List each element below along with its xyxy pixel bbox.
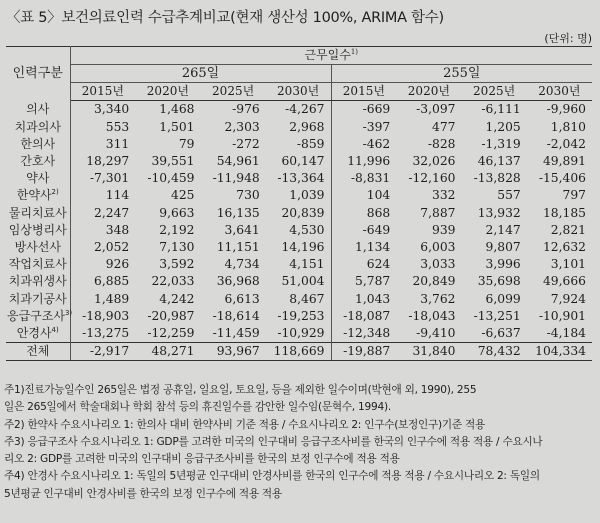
value-cell: 4,151 [289, 257, 325, 272]
value-cell: 1,468 [159, 102, 195, 117]
value-cell: -272 [232, 136, 260, 151]
value-cell: 3,340 [94, 102, 130, 117]
value-cell: -18,903 [82, 308, 130, 323]
value-cell: -10,929 [277, 325, 325, 340]
value-cell: -9,410 [416, 325, 456, 340]
value-cell: -9,960 [546, 102, 586, 117]
value-cell: 2,968 [289, 119, 325, 134]
value-cell: 104 [331, 187, 396, 204]
unit-label: (단위: 명) [544, 32, 592, 45]
value-cell: 2,052 [94, 239, 130, 254]
value-cell: 14,196 [281, 239, 325, 254]
row-label: 물리치료사 [6, 205, 70, 222]
value-cell: -10,459 [147, 171, 195, 186]
row-label: 작업치료사 [6, 256, 70, 273]
row-label: 한의사 [6, 136, 70, 153]
value-cell: 5,787 [331, 273, 396, 290]
value-cell: 311 [105, 136, 130, 151]
value-cell: -11,459 [212, 325, 260, 340]
value-cell: 114 [105, 188, 130, 203]
table-row [6, 222, 592, 239]
value-cell: 78,432 [462, 343, 527, 361]
value-cell: 3,101 [550, 257, 586, 272]
value-cell: -976 [232, 102, 260, 117]
year-header: 2015년 [331, 83, 396, 101]
value-cell: 557 [497, 188, 521, 203]
value-cell: 35,698 [477, 274, 521, 289]
value-cell: 2,303 [224, 119, 260, 134]
value-cell: 624 [331, 256, 396, 273]
footnote-line: 주2) 한약사 수요시나리오 1: 한의사 대비 한약사비 기준 적용 / 수요시나리오 2: 인구수(보정인구)기준 적용 [4, 418, 485, 431]
row-label: 치과위생사 [6, 273, 70, 290]
value-cell: 7,130 [159, 239, 195, 254]
value-cell: 7,924 [550, 291, 586, 306]
value-cell: 425 [171, 188, 195, 203]
row-label: 치과기공사 [6, 290, 70, 307]
footnote-line: 주1)진료가능일수인 265일은 법정 공휴일, 일요일, 토요일, 등을 제외한 일수이며(박현애 외, 1990), 255 [4, 384, 477, 396]
row-label: 간호사 [6, 153, 70, 170]
value-cell: 60,147 [281, 154, 325, 169]
table-row [6, 170, 592, 187]
value-cell: 730 [236, 188, 260, 203]
value-cell: 13,932 [477, 205, 521, 220]
value-cell: 22,033 [151, 274, 195, 289]
footnote-line: 일은 265일에서 학술대회나 학회 참석 등의 휴진일수를 감안한 일수임(문혁수, 1994). [4, 401, 391, 414]
value-cell: -2,042 [546, 136, 586, 151]
value-cell: 4,734 [224, 257, 260, 272]
value-cell: -18,043 [408, 308, 456, 323]
value-cell: 2,192 [159, 222, 195, 237]
table-row [6, 205, 592, 222]
value-cell: -462 [331, 136, 396, 153]
row-label: 한약사$^{2)}$ [6, 187, 70, 204]
value-cell: 104,334 [527, 343, 592, 361]
value-cell: 3,641 [224, 222, 260, 237]
value-cell: -11,948 [212, 171, 260, 186]
value-cell: 477 [432, 119, 456, 134]
value-cell: -1,319 [481, 136, 521, 151]
value-cell: 79 [178, 136, 195, 151]
group-header-265: 265일 [70, 65, 331, 83]
table-title: 〈표 5〉보건의료인력 수급추계비교(현재 생산성 100%, ARIMA 함수) [6, 10, 444, 26]
value-cell: -12,348 [331, 325, 396, 343]
value-cell: -18,087 [331, 308, 396, 325]
value-cell: 4,530 [289, 222, 325, 237]
value-cell: 4,242 [159, 291, 195, 306]
footnotes [4, 382, 598, 503]
table-row [6, 136, 592, 153]
value-cell: 20,839 [281, 205, 325, 220]
value-cell: 46,137 [477, 154, 521, 169]
value-cell: 2,821 [550, 222, 586, 237]
value-cell: 2,247 [94, 205, 130, 220]
value-cell: -12,160 [408, 171, 456, 186]
value-cell: 32,026 [412, 154, 456, 169]
group-header-255: 255일 [331, 65, 592, 83]
table-row [6, 239, 592, 256]
value-cell: 20,849 [412, 274, 456, 289]
table-row [6, 256, 592, 273]
value-cell: 3,033 [420, 257, 456, 272]
value-cell: -8,831 [331, 170, 396, 187]
value-cell: 348 [105, 222, 130, 237]
year-header: 2030년 [266, 83, 331, 101]
value-cell: 3,762 [420, 291, 456, 306]
table-row [6, 290, 592, 307]
value-cell: -7,301 [89, 171, 130, 186]
total-row [6, 343, 592, 361]
value-cell: -18,614 [212, 308, 260, 323]
table-row [6, 273, 592, 290]
value-cell: -13,275 [82, 325, 130, 340]
value-cell: 36,968 [216, 274, 260, 289]
value-cell: -13,251 [473, 308, 521, 323]
value-cell: -649 [331, 222, 396, 239]
row-label: 응급구조사$^{3)}$ [6, 308, 70, 325]
value-cell: 16,135 [216, 205, 260, 220]
value-cell: -12,259 [147, 325, 195, 340]
footnote-line: 리오 2: GDP를 고려한 미국의 인구대비 응급구조사비를 한국의 보정 인구수에 적용 적용 [4, 453, 400, 466]
value-cell: 868 [331, 205, 396, 222]
value-cell: -10,901 [538, 308, 586, 323]
row-header-label: 인력구분 [6, 47, 70, 101]
value-cell: 6,099 [485, 291, 521, 306]
value-cell: 926 [105, 257, 130, 272]
row-label: 임상병리사 [6, 222, 70, 239]
value-cell: -20,987 [147, 308, 195, 323]
value-cell: -6,637 [481, 325, 521, 340]
row-label: 치과의사 [6, 119, 70, 136]
value-cell: 7,887 [420, 205, 456, 220]
value-cell: 1,134 [331, 239, 396, 256]
table-row [6, 187, 592, 204]
table-row [6, 325, 592, 343]
value-cell: -19,887 [331, 343, 396, 361]
total-label: 전체 [6, 343, 70, 361]
row-label: 방사선사 [6, 239, 70, 256]
value-cell: 1,501 [159, 119, 195, 134]
value-cell: 1,489 [94, 291, 130, 306]
value-cell: 6,003 [420, 239, 456, 254]
value-cell: 31,840 [396, 343, 461, 361]
value-cell: 6,613 [224, 291, 260, 306]
value-cell: -859 [296, 136, 325, 151]
value-cell: -15,406 [538, 171, 586, 186]
footnote-line: 5년평균 인구대비 안경사비를 한국의 보정 인구수에 적용 적용 [4, 487, 282, 500]
value-cell: 9,807 [485, 239, 521, 254]
value-cell: 11,151 [216, 239, 260, 254]
value-cell: 797 [562, 188, 586, 203]
value-cell: -19,253 [277, 308, 325, 323]
value-cell: 54,961 [216, 154, 260, 169]
value-cell: -828 [427, 136, 456, 151]
row-label: 안경사$^{4)}$ [6, 325, 70, 343]
value-cell: -13,828 [473, 171, 521, 186]
value-cell: 3,996 [485, 257, 521, 272]
value-cell: -397 [331, 119, 396, 136]
value-cell: -4,267 [285, 102, 325, 117]
value-cell: -669 [331, 101, 396, 119]
value-cell: 1,039 [289, 188, 325, 203]
value-cell: 8,467 [289, 291, 325, 306]
value-cell: 3,592 [159, 257, 195, 272]
year-header: 2020년 [396, 83, 461, 101]
value-cell: 1,205 [485, 119, 521, 134]
year-header: 2015년 [70, 83, 135, 101]
value-cell: 1,043 [331, 290, 396, 307]
value-cell: 332 [432, 188, 456, 203]
value-cell: 1,810 [550, 119, 586, 134]
value-cell: 12,632 [542, 239, 586, 254]
year-header: 2025년 [462, 83, 527, 101]
value-cell: -6,111 [481, 102, 521, 117]
value-cell: 2,147 [485, 222, 521, 237]
value-cell: 48,271 [135, 343, 200, 361]
value-cell: 11,996 [331, 153, 396, 170]
value-cell: 939 [432, 222, 456, 237]
table-row [6, 308, 592, 325]
value-cell: -3,097 [416, 102, 456, 117]
value-cell: 118,669 [266, 343, 331, 361]
value-cell: 18,297 [86, 154, 130, 169]
value-cell: -4,184 [546, 325, 586, 340]
value-cell: 51,004 [281, 274, 325, 289]
value-cell: 6,885 [94, 274, 130, 289]
value-cell: 39,551 [151, 154, 195, 169]
value-cell: 49,666 [542, 274, 586, 289]
value-cell: -2,917 [70, 343, 135, 361]
value-cell: -13,364 [277, 171, 325, 186]
year-header: 2025년 [201, 83, 266, 101]
footnote-line: 주4) 안경사 수요시나리오 1: 독일의 5년평균 인구대비 안경사비를 한국의 인구수에 적용 적용 / 수요시나리오 2: 독일의 [4, 470, 540, 483]
value-cell: 93,967 [201, 343, 266, 361]
value-cell: 9,663 [159, 205, 195, 220]
row-label: 의사 [6, 101, 70, 119]
footnote-line: 주3) 응급구조사 수요시나리오 1: GDP를 고려한 미국의 인구대비 응급구조사비를 한국의 인구수에 적용 적용 / 수요시나 [4, 435, 543, 448]
value-cell: 18,185 [542, 205, 586, 220]
year-header: 2020년 [135, 83, 200, 101]
workdays-header: 근무일수$^{1)}$ [70, 47, 592, 65]
value-cell: 49,891 [542, 154, 586, 169]
supply-demand-table [6, 46, 592, 361]
table-row [6, 119, 592, 136]
table-row [6, 101, 592, 119]
row-label: 약사 [6, 170, 70, 187]
value-cell: 553 [105, 119, 130, 134]
year-header: 2030년 [527, 83, 592, 101]
table-row [6, 153, 592, 170]
